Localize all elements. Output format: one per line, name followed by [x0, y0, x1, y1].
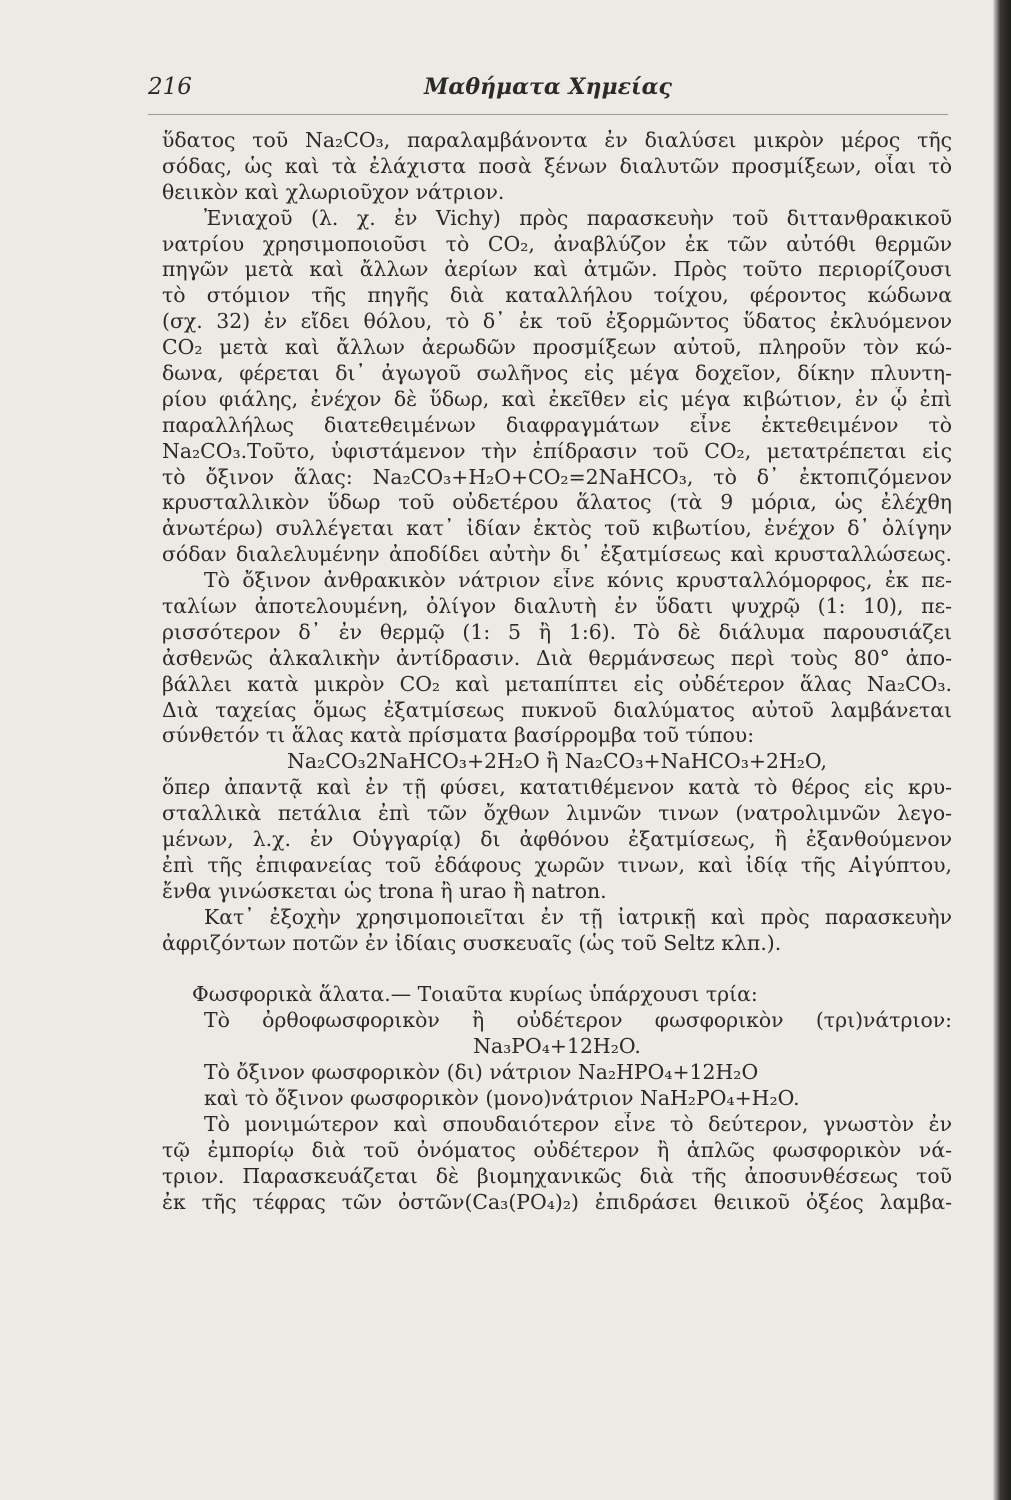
header-rule: [148, 114, 948, 115]
text-line: Ἐνιαχοῦ (λ. χ. ἐν Vichy) πρὸς παρασκευὴν τοῦ διττανθρακικοῦ: [204, 205, 952, 230]
text-line: σύνθετόν τι ἅλας κατὰ πρίσματα βασίρρομβα τοῦ τύπου:: [162, 723, 755, 748]
text-line: ἔνθα γινώσκεται ὡς trona ἢ urao ἢ natron.: [162, 878, 607, 903]
text-line: Τὸ ὄξινον φωσφορικὸν (δι) νάτριον Na₂HPO₄+12H₂O: [204, 1060, 759, 1085]
text-line: Φωσφορικὰ ἅλατα.— Τοιαῦτα κυρίως ὑπάρχουσι τρία:: [192, 982, 758, 1007]
text-line: σόδας, ὡς καὶ τὰ ἐλάχιστα ποσὰ ξένων διαλυτῶν προσμίξεων, οἷαι τὸ: [162, 153, 952, 178]
text-line: ταλίων ἀποτελουμένη, ὀλίγον διαλυτὴ ἐν ὕδατι ψυχρῷ (1: 10), πε-: [162, 594, 952, 619]
text-line: δωνα, φέρεται δι᾽ ἀγωγοῦ σωλῆνος εἰς μέγα δοχεῖον, δίκην πλυντη-: [162, 361, 952, 386]
text-line: μένων, λ.χ. ἐν Οὑγγαρίᾳ) δι ἀφθόνου ἐξατμίσεως, ἢ ἐξανθούμενον: [162, 827, 952, 852]
text-line: ἀφριζόντων ποτῶν ἐν ἰδίαις συσκευαῖς (ὡς τοῦ Seltz κλπ.).: [162, 930, 782, 955]
text-line: (σχ. 32) ἐν εἴδει θόλου, τὸ δ᾽ ἐκ τοῦ ἐξορμῶντος ὕδατος ἐκλυόμενον: [162, 309, 952, 334]
text-line: Διὰ ταχείας ὅμως ἐξατμίσεως πυκνοῦ διαλύματος αὐτοῦ λαμβάνεται: [162, 697, 952, 722]
page-edge-shadow: [993, 0, 1011, 1500]
text-line: ἀσθενῶς ἀλκαλικὴν ἀντίδρασιν. Διὰ θερμάνσεως περὶ τοὺς 80° ἀπο-: [162, 645, 952, 670]
text-line: ὅπερ ἀπαντᾷ καὶ ἐν τῇ φύσει, κατατιθέμενον κατὰ τὸ θέρος εἰς κρυ-: [162, 775, 952, 800]
text-line: τὸ στόμιον τῆς πηγῆς διὰ καταλλήλου τοίχου, φέροντος κώδωνα: [162, 283, 952, 308]
text-line: σόδαν διαλελυμένην ἀποδίδει αὐτὴν δι᾽ ἐξατμίσεως καὶ κρυσταλλώσεως.: [162, 542, 952, 567]
text-line: ἐπὶ τῆς ἐπιφανείας τοῦ ἐδάφους χωρῶν τινων, καὶ ἰδίᾳ τῆς Αἰγύπτου,: [162, 852, 952, 877]
text-line: τριον. Παρασκευάζεται δὲ βιομηχανικῶς διὰ τῆς ἀποσυνθέσεως τοῦ: [162, 1163, 952, 1188]
text-line: Na₃PO₄+12H₂O.: [473, 1034, 641, 1059]
page-number: 216: [148, 74, 192, 100]
text-line: ρίου φιάλης, ἐνέχον δὲ ὕδωρ, καὶ ἐκεῖθεν εἰς μέγα κιβώτιον, ἐν ᾧ ἐπὶ: [162, 386, 952, 411]
running-title: Μαθήματα Χημείας: [424, 74, 672, 100]
text-line: ἐκ τῆς τέφρας τῶν ὀστῶν(Ca₃(PO₄)₂) ἐπιδράσει θειικοῦ ὀξέος λαμβα-: [162, 1189, 952, 1214]
text-line: ἀνωτέρω) συλλέγεται κατ᾽ ἰδίαν ἐκτὸς τοῦ κιβωτίου, ἐνέχον δ᾽ ὀλίγην: [162, 516, 952, 541]
text-line: [162, 957, 952, 983]
text-line: κρυσταλλικὸν ὕδωρ τοῦ οὐδετέρου ἅλατος (τὰ 9 μόρια, ὡς ἐλέχθη: [162, 490, 952, 515]
text-line: Τὸ μονιμώτερον καὶ σπουδαιότερον εἶνε τὸ δεύτερον, γνωστὸν ἐν: [204, 1111, 952, 1136]
page-header: [148, 74, 948, 104]
text-line: βάλλει κατὰ μικρὸν CO₂ καὶ μεταπίπτει εἰς οὐδέτερον ἅλας Na₂CO₃.: [162, 671, 952, 696]
text-line: CO₂ μετὰ καὶ ἄλλων ἀερωδῶν προσμίξεων αὐτοῦ, πληροῦν τὸν κώ-: [162, 335, 952, 360]
text-line: Na₂CO₃2NaHCO₃+2H₂O ἢ Na₂CO₃+NaHCO₃+2H₂O,: [287, 749, 827, 774]
text-line: Na₂CO₃.Τοῦτο, ὑφιστάμενον τὴν ἐπίδρασιν τοῦ CO₂, μετατρέπεται εἰς: [162, 438, 952, 463]
text-line: Κατ᾽ ἐξοχὴν χρησιμοποιεῖται ἐν τῇ ἰατρικῇ καὶ πρὸς παρασκευὴν: [204, 904, 952, 929]
text-line: τῷ ἐμπορίῳ διὰ τοῦ ὀνόματος οὐδέτερον ἢ ἁπλῶς φωσφορικὸν νά-: [162, 1137, 952, 1162]
text-line: ρισσότερον δ᾽ ἐν θερμῷ (1: 5 ἢ 1:6). Τὸ δὲ διάλυμα παρουσιάζει: [162, 619, 952, 644]
body-text: [162, 128, 952, 1215]
text-line: νατρίου χρησιμοποιοῦσι τὸ CO₂, ἀναβλύζον ἐκ τῶν αὐτόθι θερμῶν: [162, 231, 952, 256]
text-line: ὕδατος τοῦ Na₂CO₃, παραλαμβάνοντα ἐν διαλύσει μικρὸν μέρος τῆς: [162, 128, 952, 152]
text-line: σταλλικὰ πετάλια ἐπὶ τῶν ὄχθων λιμνῶν τινων (νατρολιμνῶν λεγο-: [162, 801, 952, 826]
text-line: θειικὸν καὶ χλωριοῦχον νάτριον.: [162, 179, 505, 204]
text-line: Τὸ ὀρθοφωσφορικὸν ἢ οὐδέτερον φωσφορικὸν (τρι)νάτριον:: [204, 1008, 952, 1033]
text-line: παραλλήλως διατεθειμένων διαφραγμάτων εἶνε ἐκτεθειμένον τὸ: [162, 412, 952, 437]
text-line: τὸ ὄξινον ἅλας: Na₂CO₃+H₂O+CO₂=2NaHCO₃, τὸ δ᾽ ἐκτοπιζόμενον: [162, 464, 952, 489]
text-line: πηγῶν μετὰ καὶ ἄλλων ἀερίων καὶ ἀτμῶν. Πρὸς τοῦτο περιορίζουσι: [162, 257, 952, 282]
text-line: Τὸ ὄξινον ἀνθρακικὸν νάτριον εἶνε κόνις κρυσταλλόμορφος, ἐκ πε-: [204, 568, 952, 593]
text-line: καὶ τὸ ὄξινον φωσφορικὸν (μονο)νάτριον NaH₂PO₄+H₂O.: [204, 1085, 800, 1110]
